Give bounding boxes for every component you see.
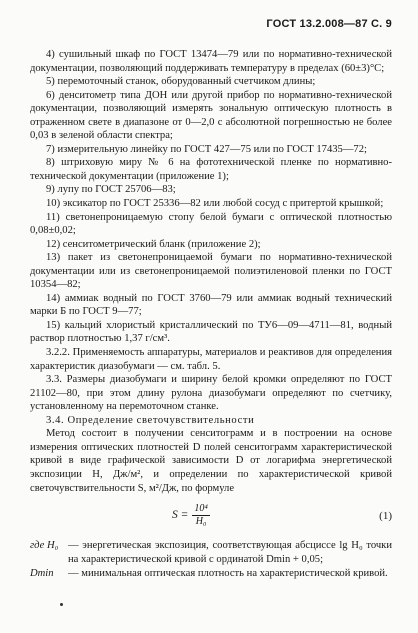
definition-symbol: где H₀ bbox=[30, 540, 59, 552]
paragraph: 10) эксикатор по ГОСТ 25336—82 или любой сосуд с притертой крышкой; bbox=[46, 198, 384, 210]
equation-number: (1) bbox=[379, 510, 392, 523]
formula-numerator: 10⁴ bbox=[194, 503, 208, 515]
paragraph: 9) лупу по ГОСТ 25706—83; bbox=[46, 184, 176, 196]
paragraph: 3.2.2. Применяемость аппаратуры, материалов и реактивов для определения характеристик диазобумаги — см. табл. 5. bbox=[30, 347, 392, 372]
definition bbox=[30, 567, 392, 581]
paragraph: 15) кальций хлористый кристаллический по ТУ6—09—4711—81, водный раствор плотностью 1,37 г/см³. bbox=[30, 319, 392, 345]
page-header: ГОСТ 13.2.008—87 С. 9 bbox=[266, 18, 392, 30]
paragraph: 7) измерительную линейку по ГОСТ 427—75 или по ГОСТ 17435—72; bbox=[46, 143, 367, 155]
paragraph: 6) денситометр типа ДОН или другой прибор по нормативно-технической документации, позволяющий измерять зональную оптическую плотность в отраженном свете в диапазоне от 0—2,0 с абсолютной погрешностью не более 0,03 в зеленой области спектра; bbox=[30, 89, 392, 142]
paragraph: 8) штриховую миру № 6 на фототехнической пленке по нормативно-технической документации (приложение 1); bbox=[30, 157, 392, 182]
definition-text: — минимальная оптическая плотность на характеристической кривой. bbox=[68, 568, 388, 580]
paragraph: 13) пакет из светонепроницаемой бумаги по нормативно-технической документации или из светонепроницаемой полиэтиленовой пленки по ГОСТ 10354—82; bbox=[30, 252, 392, 291]
formula-expression bbox=[172, 503, 210, 528]
paragraph: 5) перемоточный станок, оборудованный счетчиком длины; bbox=[46, 76, 316, 88]
formula bbox=[30, 497, 392, 537]
paragraph: Метод состоит в получении сенситограмм и в построении на основе измерения оптических плотностей D полей сенситограмм характеристической кривой в виде графической зависимости D от логарифма энергетической экспозиции H, Дж/м², и определении по характеристической кривой светочувствительности S, м²/Дж, по формуле bbox=[30, 428, 392, 494]
paragraph: 14) аммиак водный по ГОСТ 3760—79 или аммиак водный технический марки Б по ГОСТ 9—77; bbox=[30, 292, 392, 318]
paragraph: 12) сенситометрический бланк (приложение 2); bbox=[46, 238, 261, 250]
scan-speck bbox=[60, 603, 63, 606]
formula-fraction bbox=[192, 503, 209, 528]
document-body bbox=[30, 48, 392, 581]
formula-denominator: H₀ bbox=[195, 516, 207, 528]
section-heading: 3.4. Определение светочувствительности bbox=[46, 414, 255, 426]
paragraph: 3.3. Размеры диазобумаги и ширину белой кромки определяют по ГОСТ 21102—80, при этом длину рулона диазобумаги определяют по счетчику, установленному на перемоточном станке. bbox=[30, 374, 392, 413]
definition bbox=[30, 539, 392, 566]
formula-lhs: S = bbox=[172, 508, 189, 521]
paragraph: 11) светонепроницаемую стопу белой бумаги с оптической плотностью 0,08±0,02; bbox=[30, 211, 392, 237]
definition-symbol: Dmin bbox=[30, 568, 54, 580]
definition-text: — энергетическая экспозиция, соответствующая абсциссе lg H₀ точки на характеристической кривой с ординатой Dmin + 0,05; bbox=[68, 540, 392, 565]
paragraph: 4) сушильный шкаф по ГОСТ 13474—79 или по нормативно-технической документации, позволяющий поддерживать температуру в пределах (60±3)°С; bbox=[30, 49, 392, 74]
